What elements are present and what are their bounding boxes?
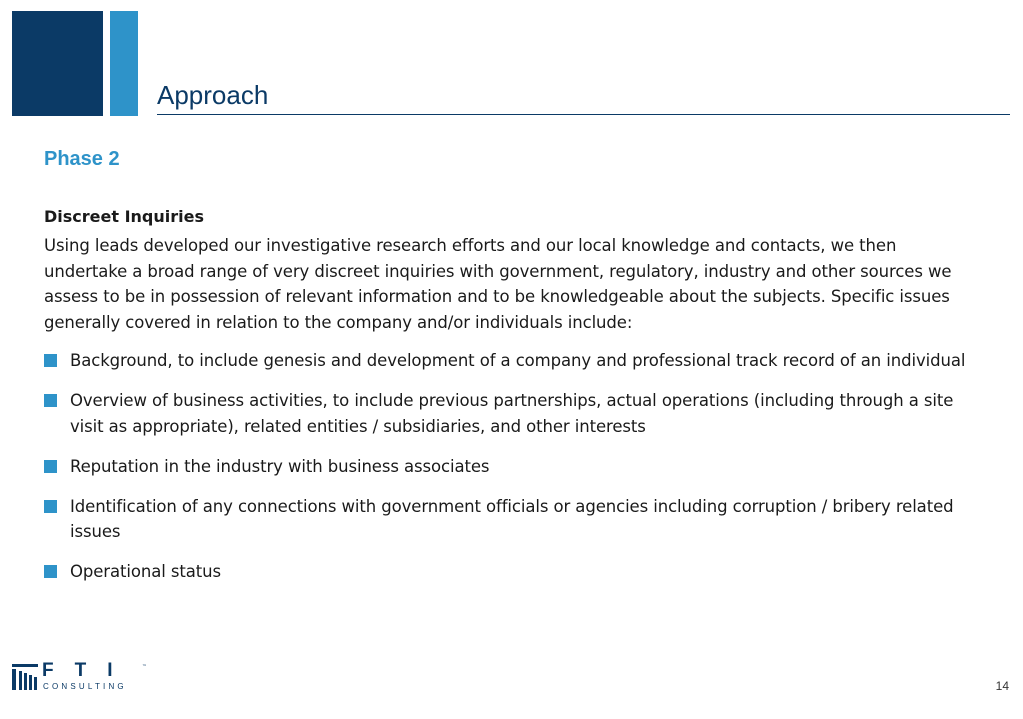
square-bullet-icon <box>44 565 57 578</box>
bullet-text: Operational status <box>70 562 221 581</box>
slide-title: Approach <box>157 80 269 110</box>
bullet-list <box>44 348 974 585</box>
bullet-item <box>44 559 974 585</box>
title-divider <box>157 114 1010 115</box>
logo-wordmark: FTI <box>42 660 134 681</box>
fti-consulting-logo <box>12 660 147 692</box>
slide-body <box>44 206 974 599</box>
bullet-text: Identification of any connections with government officials or agencies including corruption / bribery related issues <box>70 496 954 541</box>
bullet-item <box>44 454 974 480</box>
bullet-item <box>44 494 974 545</box>
square-bullet-icon <box>44 394 57 407</box>
bullet-text: Overview of business activities, to include previous partnerships, actual operations (including through a site visit as appropriate), related entities / subsidiaries, and other interests <box>70 391 954 436</box>
bullet-text: Background, to include genesis and development of a company and professional track record of an individual <box>70 351 966 370</box>
page-number: 14 <box>995 679 1009 693</box>
logo-trademark: ™ <box>142 664 147 670</box>
logo-subtitle: CONSULTING <box>43 682 127 691</box>
intro-paragraph: Using leads developed our investigative research efforts and our local knowledge and contacts, we then undertake a broad range of very discreet inquiries with government, regulatory, industry and other sources we assess to be in possession of relevant information and to be knowledgeable about the subjects. Specific issues generally covered in relation to the company and/or individuals include: <box>44 236 952 332</box>
section-heading: Discreet Inquiries <box>44 207 205 226</box>
header-accent-block-dark <box>12 11 103 116</box>
fti-pillars-icon <box>12 664 38 690</box>
bullet-text: Reputation in the industry with business associates <box>70 456 490 476</box>
header-accent-block-light <box>110 11 138 116</box>
square-bullet-icon <box>44 500 57 513</box>
square-bullet-icon <box>44 354 57 367</box>
bullet-item <box>44 348 974 374</box>
bullet-item <box>44 388 974 439</box>
square-bullet-icon <box>44 460 57 473</box>
phase-heading: Phase 2 <box>44 148 120 170</box>
